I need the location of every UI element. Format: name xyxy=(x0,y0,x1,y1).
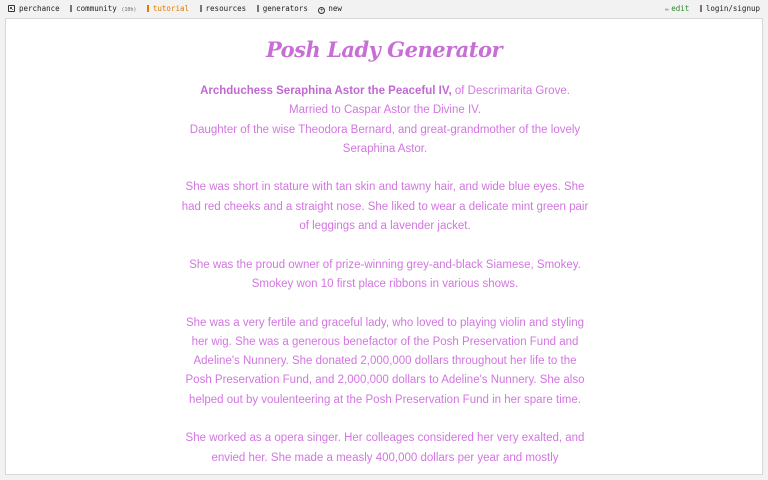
hobbies-paragraph: She was a very fertile and graceful lady, who loved to playing violin and styling her wig. She was a generous benefactor of the Posh Preservation Fund and Adeline's Nunnery. She donated 2,000,000 dollars throughout her life to the Posh Preservation Fund, and 2,000,000 dollars to Adeline's Nunnery. She also helped out by voulenteering at the Posh Preservation Fund in her spare time. xyxy=(185,316,585,406)
dice-icon xyxy=(8,5,15,12)
career-paragraph: She worked as a opera singer. Her colleages considered her very exalted, and envied her. She made a measly 400,000 dollars per year and mostly xyxy=(185,432,585,464)
nav-edit[interactable] xyxy=(665,0,689,18)
nav-resources[interactable] xyxy=(200,0,247,17)
nav-edit-label: edit xyxy=(671,4,690,13)
generated-text xyxy=(180,82,590,475)
generators-icon xyxy=(257,5,259,12)
lady-origin: of Descrimarita Grove. xyxy=(454,85,570,97)
top-nav xyxy=(0,0,768,17)
nav-login[interactable] xyxy=(700,0,760,17)
nav-tutorial[interactable] xyxy=(147,0,189,17)
nav-community-label: community xyxy=(76,4,117,13)
nav-resources-label: resources xyxy=(205,4,247,13)
nav-login-label: login/signup xyxy=(705,4,760,13)
nav-new-label: new xyxy=(328,4,342,13)
resources-icon xyxy=(200,5,202,12)
user-icon xyxy=(700,5,702,12)
nav-perchance-label: perchance xyxy=(19,4,60,13)
pencil-icon: ✏ xyxy=(665,5,670,13)
nav-right xyxy=(659,0,760,18)
community-icon xyxy=(70,5,72,12)
nav-community[interactable] xyxy=(70,0,136,19)
nav-left xyxy=(8,0,348,19)
tutorial-icon xyxy=(147,5,149,12)
intro-paragraph xyxy=(180,82,590,159)
appearance-paragraph: She was short in stature with tan skin and tawny hair, and wide blue eyes. She had red cheeks and a straight nose. She liked to wear a delicate mint green pair of leggings and a lavender jacket. xyxy=(181,181,589,233)
pet-paragraph: She was the proud owner of prize-winning grey-and-black Siamese, Smokey. Smokey won 10 first place ribbons in various shows. xyxy=(189,258,581,290)
generator-output-panel xyxy=(5,18,763,475)
nav-perchance[interactable] xyxy=(8,0,60,17)
community-badge: (10h) xyxy=(121,7,137,13)
nav-new[interactable] xyxy=(318,0,342,17)
page-title: Posh Lady Generator xyxy=(265,37,503,62)
lady-family: Daughter of the wise Theodora Bernard, and great-grandmother of the lovely Seraphina Astor. xyxy=(189,123,581,155)
nav-tutorial-label: tutorial xyxy=(152,4,190,13)
lady-married: Married to Caspar Astor the Divine IV. xyxy=(289,104,481,117)
lady-name: Archduchess Seraphina Astor the Peaceful IV, xyxy=(200,85,452,97)
nav-generators-label: generators xyxy=(262,4,308,13)
nav-generators[interactable] xyxy=(257,0,308,17)
new-icon: + xyxy=(320,7,324,14)
